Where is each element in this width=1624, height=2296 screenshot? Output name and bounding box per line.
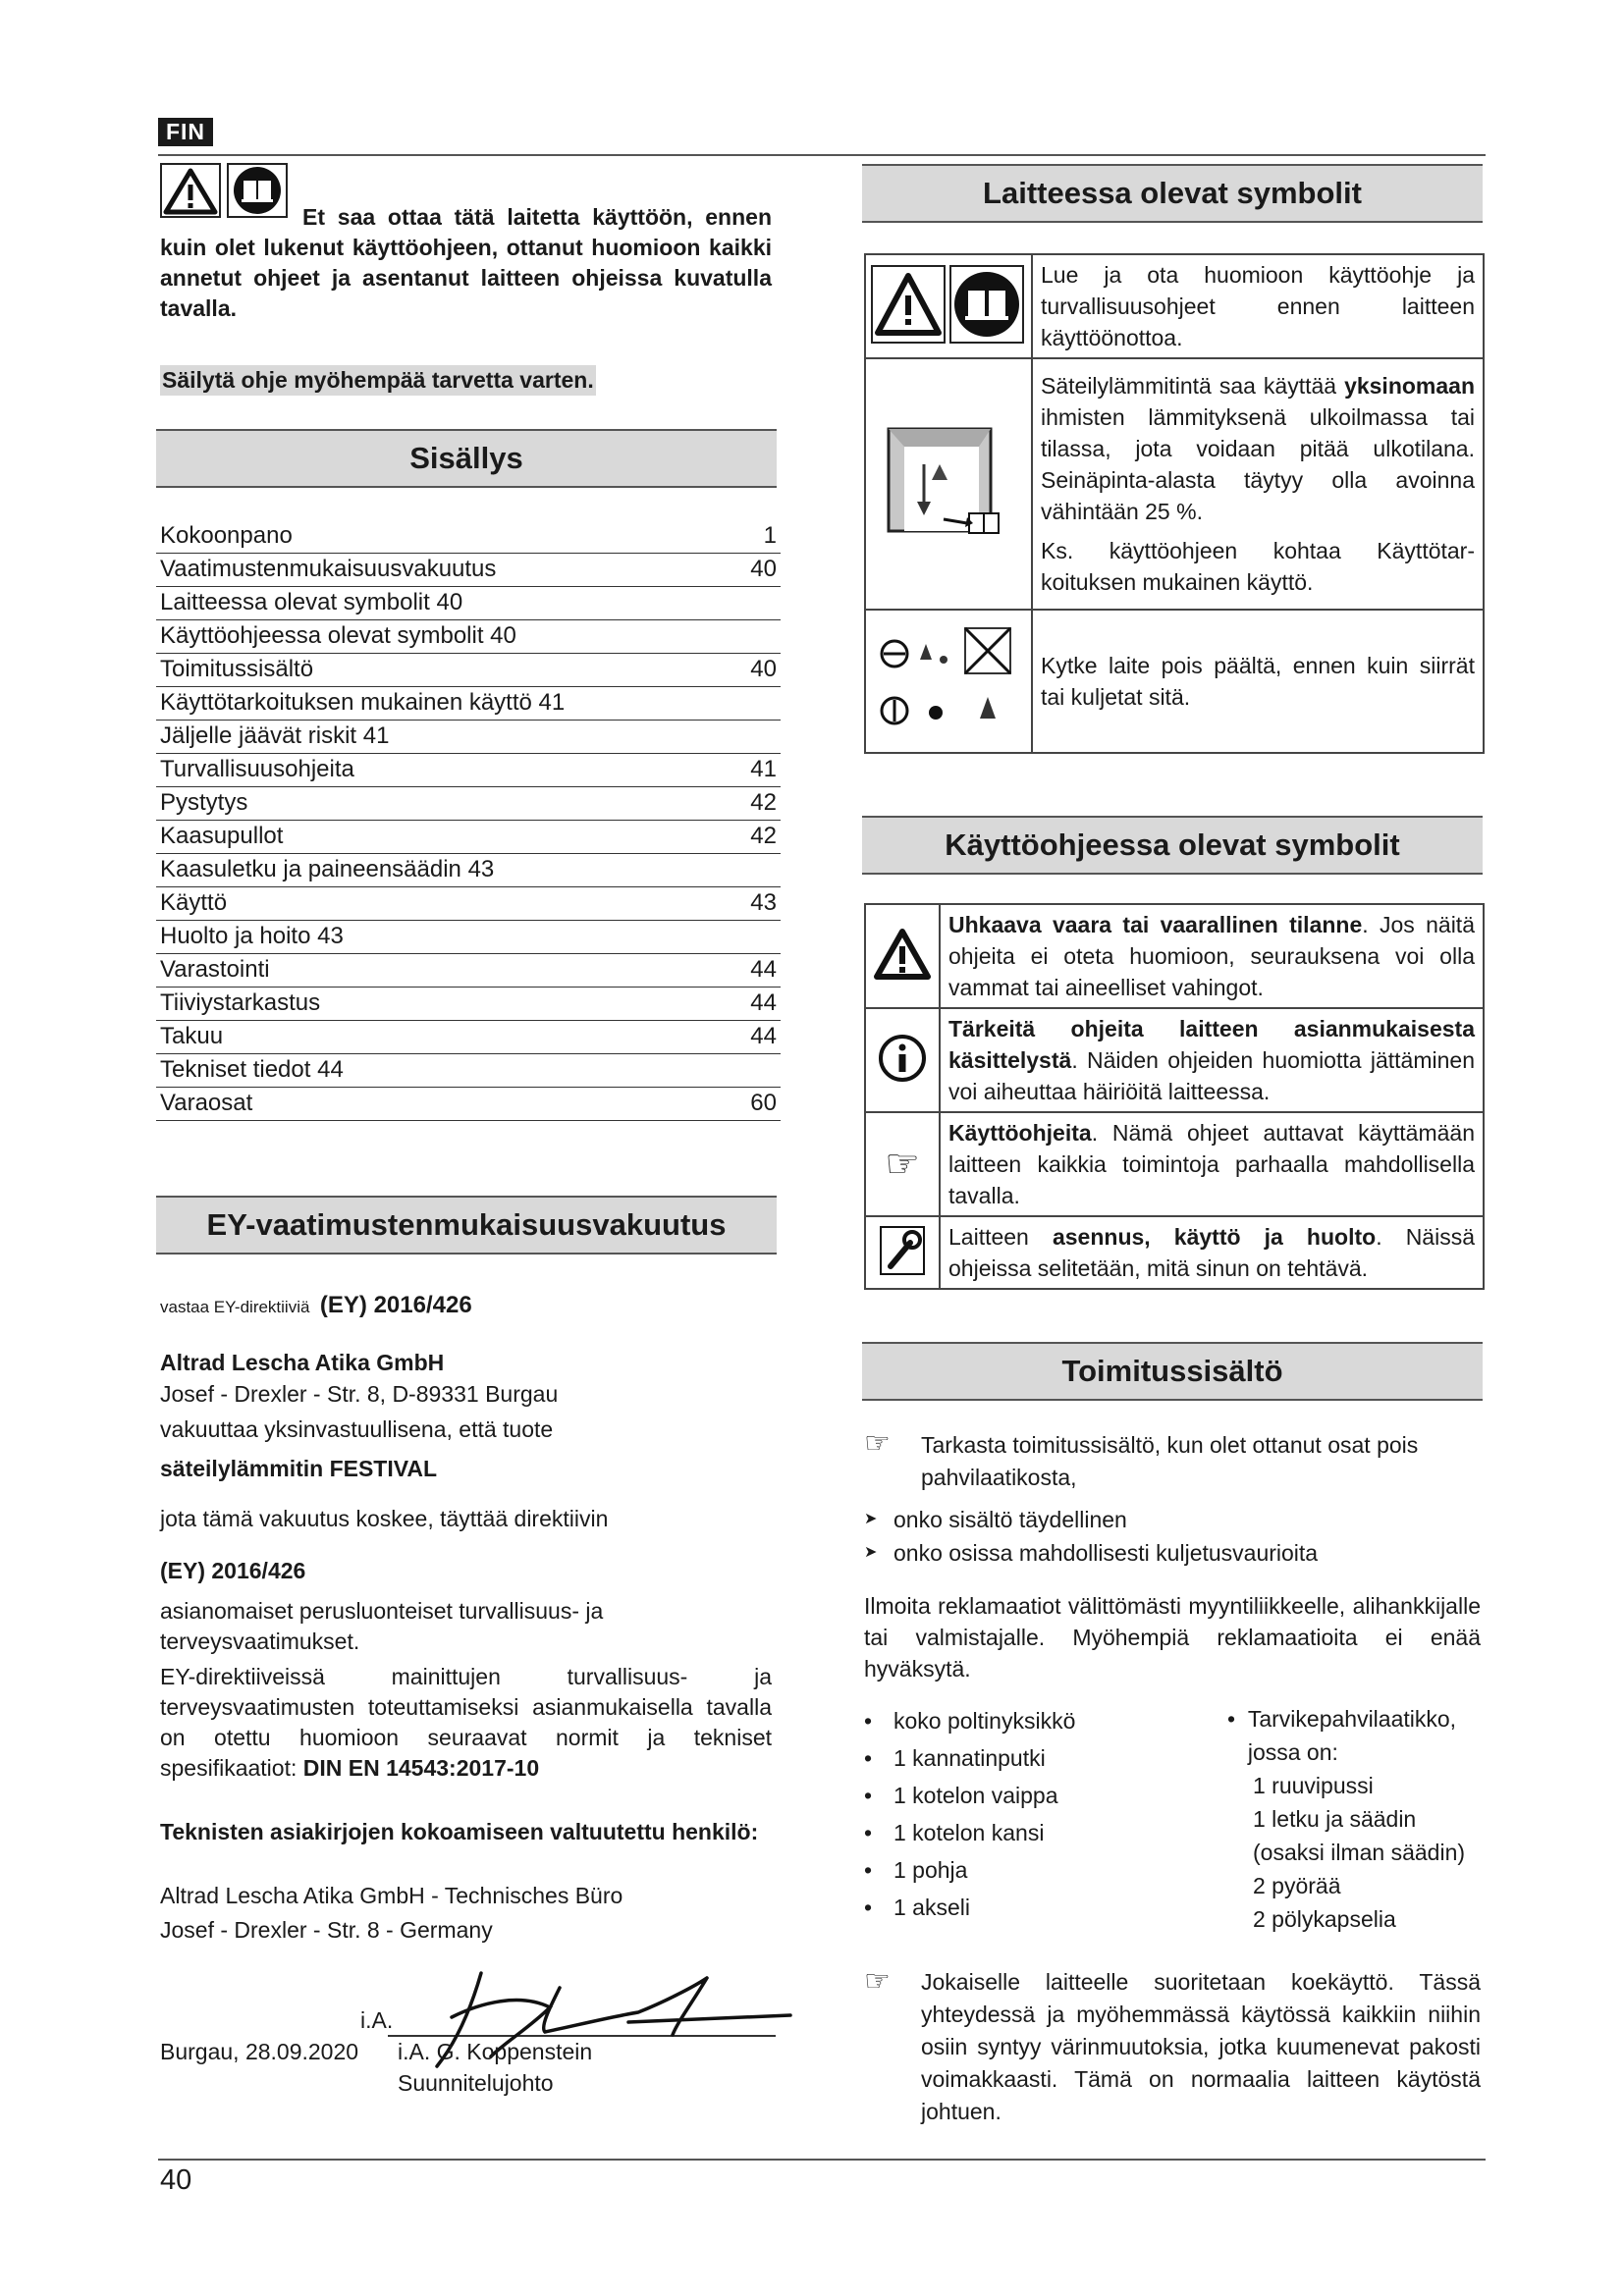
toc-label: Kokoonpano bbox=[160, 522, 293, 549]
toc-row bbox=[156, 554, 781, 587]
bullet: • bbox=[864, 1745, 873, 1771]
delivery-item-label: koko poltinyksikkö bbox=[893, 1708, 1076, 1734]
device-symbols-title: Laitteessa olevat symbolit bbox=[862, 164, 1483, 223]
accessory-item: 2 pölykapselia bbox=[1253, 1906, 1396, 1932]
r2-text: . Näiden ohjeiden huomiotta jättäminen voi aiheuttaa häiriöitä laitteessa. bbox=[948, 1047, 1475, 1104]
directive-prefix: vastaa EY-direktiiviä bbox=[160, 1298, 310, 1316]
r4-bold: asennus, käyttö ja huolto bbox=[1052, 1224, 1377, 1250]
header-rule bbox=[158, 154, 1486, 156]
delivery-check-item bbox=[864, 1503, 1318, 1536]
test-run-note: Jokaiselle laitteelle suoritetaan koekäyttö. Tässä yhteydessä ja myöhemmässä käytössä kaikkiin niihin osiin syntyy värinmuutoksia, jotka kuumenevat pakosti voimakkaasti. Tämä on normaalia laitteen käytöstä johtuen. bbox=[921, 1969, 1481, 2124]
toc-label: Kaasuletku ja paineensäädin 43 bbox=[160, 856, 495, 882]
r3-text: . Nämä ohjeet auttavat käyttämään laitteen kaikkia toimintoja parhaalla mahdollisella tavalla. bbox=[948, 1120, 1475, 1208]
toc-page: 1 bbox=[763, 522, 777, 549]
toc-label: Jäljelle jäävät riskit 41 bbox=[160, 722, 390, 749]
toc-label: Turvallisuusohjeita bbox=[160, 756, 354, 782]
pointing-hand-icon: ☞ bbox=[864, 1965, 891, 1998]
toc-label: Tiiviystarkastus bbox=[160, 989, 321, 1016]
delivery-items-left bbox=[864, 1702, 1075, 1926]
toc-page: 44 bbox=[750, 1023, 777, 1049]
manual-symbols-title: Käyttöohjeessa olevat symbolit bbox=[862, 816, 1483, 875]
pointing-hand-icon: ☞ bbox=[864, 1427, 891, 1460]
toc-label: Varaosat bbox=[160, 1090, 253, 1116]
delivery-item bbox=[864, 1739, 1075, 1777]
keep-note: Säilytä ohje myöhempää tarvetta varten. bbox=[160, 365, 596, 396]
toc-label: Huolto ja hoito 43 bbox=[160, 923, 344, 949]
delivery-item bbox=[864, 1777, 1075, 1814]
delivery-item-label: 1 pohja bbox=[893, 1857, 968, 1883]
delivery-item bbox=[864, 1702, 1075, 1739]
signer-role: Suunnitelujohto bbox=[398, 2070, 554, 2096]
device-symbols-table bbox=[864, 253, 1485, 754]
toc-row bbox=[156, 921, 781, 954]
toc-label: Kaasupullot bbox=[160, 823, 284, 849]
info-icon bbox=[877, 1033, 928, 1084]
toc-page: 44 bbox=[750, 956, 777, 983]
tech-docs-line2: Josef - Drexler - Str. 8 - Germany bbox=[160, 1917, 493, 1943]
toc-row bbox=[156, 887, 781, 921]
applies-text: jota tämä vakuutus koskee, täyttää direktiivin bbox=[160, 1506, 609, 1531]
standards-text bbox=[160, 1662, 772, 1784]
accessory-item: 1 ruuvipussi bbox=[1253, 1773, 1374, 1798]
delivery-item bbox=[864, 1814, 1075, 1851]
delivery-title: Toimitussisältö bbox=[862, 1342, 1483, 1401]
toc-label: Toimitussisältö bbox=[160, 656, 314, 682]
directive-code-2: (EY) 2016/426 bbox=[160, 1558, 306, 1583]
toc-row bbox=[156, 687, 781, 721]
delivery-checks bbox=[864, 1503, 1318, 1570]
manual-symbol-cell-2 bbox=[865, 1008, 940, 1112]
toc-title: Sisällys bbox=[156, 429, 777, 488]
accessory-item: 2 pyörää bbox=[1253, 1873, 1341, 1898]
manual-symbol-cell-1 bbox=[865, 904, 940, 1008]
toc-page: 43 bbox=[750, 889, 777, 916]
warning-and-manual-icon bbox=[870, 264, 1027, 345]
bullet: • bbox=[864, 1783, 873, 1808]
toc-row bbox=[156, 954, 781, 988]
delivery-item bbox=[864, 1889, 1075, 1926]
manual-symbol-text-2 bbox=[940, 1008, 1484, 1112]
accessory-box-list bbox=[1227, 1769, 1492, 1936]
toc-row bbox=[156, 620, 781, 654]
r3-bold: Käyttöohjeita bbox=[948, 1120, 1092, 1146]
manual-symbol-text-4 bbox=[940, 1216, 1484, 1289]
footer-rule bbox=[158, 2159, 1486, 2161]
bullet: • bbox=[864, 1708, 873, 1734]
delivery-item-label: 1 kotelon vaippa bbox=[893, 1783, 1058, 1808]
row2-pre: Säteilylämmitintä saa käyttää bbox=[1041, 373, 1337, 399]
toc-page: 44 bbox=[750, 989, 777, 1016]
bullet: • bbox=[864, 1820, 873, 1845]
pointing-hand-icon: ☞ bbox=[885, 1143, 920, 1186]
company-address: Josef - Drexler - Str. 8, D-89331 Burgau bbox=[160, 1381, 559, 1407]
company-name: Altrad Lescha Atika GmbH bbox=[160, 1350, 445, 1375]
toc-page: 40 bbox=[750, 656, 777, 682]
ec-declaration-title: EY-vaatimustenmukaisuusvakuutus bbox=[156, 1196, 777, 1255]
r2-bold: Tärkeitä ohjeita laitteen asianmukaisesta käsittelystä bbox=[948, 1016, 1475, 1073]
toc-row bbox=[156, 1021, 781, 1054]
toc-page: 42 bbox=[750, 823, 777, 849]
toc-label: Pystytys bbox=[160, 789, 248, 816]
directive-line bbox=[160, 1292, 472, 1319]
delivery-item-label: 1 kannatinputki bbox=[893, 1745, 1046, 1771]
page-number: 40 bbox=[160, 2164, 192, 2196]
r4-pre: Laitteen bbox=[948, 1224, 1053, 1250]
toc-row bbox=[156, 520, 781, 554]
bullet: • bbox=[864, 1857, 873, 1883]
bullet: • bbox=[864, 1895, 873, 1920]
delivery-items-right bbox=[1227, 1702, 1492, 1936]
complaints-text: Ilmoita reklamaatiot välittömästi myyntiliikkeelle, alihankkijalle tai valmistajalle. Myöhempiä reklamaatioita ei enää hyväksytä. bbox=[864, 1593, 1481, 1682]
accessory-box-head: Tarvikepahvilaatikko, jossa on: bbox=[1247, 1706, 1457, 1765]
row2-bold: yksinomaan bbox=[1344, 373, 1476, 399]
device-symbol-cell-3 bbox=[865, 610, 1032, 753]
toc-page: 60 bbox=[750, 1090, 777, 1116]
toc-row bbox=[156, 654, 781, 687]
accessory-box-line bbox=[1227, 1702, 1492, 1769]
standard-code: DIN EN 14543:2017-10 bbox=[302, 1755, 540, 1781]
toc-label: Käyttötarkoituksen mukainen käyttö 41 bbox=[160, 689, 566, 716]
delivery-item bbox=[864, 1851, 1075, 1889]
r1-text: . Jos näitä ohjeita ei oteta huomioon, seurauksena voi olla vammat tai aineelliset vahingot. bbox=[948, 912, 1475, 1000]
switch-off-before-moving-icon bbox=[875, 620, 1022, 738]
manual-symbol-cell-4 bbox=[865, 1216, 940, 1289]
toc-label: Varastointi bbox=[160, 956, 270, 983]
manual-symbols-table bbox=[864, 903, 1485, 1290]
delivery-item-label: 1 kotelon kansi bbox=[893, 1820, 1045, 1845]
toc-row bbox=[156, 787, 781, 821]
toc-row bbox=[156, 1054, 781, 1088]
language-badge: FIN bbox=[158, 118, 213, 146]
danger-warning-icon bbox=[873, 927, 932, 982]
toc-label: Vaatimustenmukaisuusvakuutus bbox=[160, 556, 497, 582]
ia-label: i.A. bbox=[360, 2007, 394, 2033]
r4-text: . Näissä ohjeissa selitetään, mitä sinun on tehtävä. bbox=[948, 1224, 1475, 1281]
device-symbol-text-2b: Ks. käyttöohjeen kohtaa Käyttötar-koituksen mukainen käyttö. bbox=[1041, 538, 1475, 595]
device-symbol-cell-2 bbox=[865, 358, 1032, 610]
delivery-check-text: Tarkasta toimitussisältö, kun olet ottanut osat pois pahvilaatikosta, bbox=[921, 1432, 1419, 1490]
toc-row bbox=[156, 988, 781, 1021]
manual-symbol-text-3 bbox=[940, 1112, 1484, 1216]
delivery-item-label: 1 akseli bbox=[893, 1895, 970, 1920]
arrow-bullet-icon: ➤ bbox=[864, 1511, 878, 1527]
product-name: säteilylämmitin FESTIVAL bbox=[160, 1456, 438, 1481]
r1-bold: Uhkaava vaara tai vaarallinen tilanne bbox=[948, 912, 1363, 937]
toc-label: Käyttöohjeessa olevat symbolit 40 bbox=[160, 622, 516, 649]
toc-label: Laitteessa olevat symbolit 40 bbox=[160, 589, 463, 615]
bullet: • bbox=[1227, 1706, 1236, 1732]
manual-symbol-text-1 bbox=[940, 904, 1484, 1008]
outdoor-use-icon bbox=[885, 425, 1012, 538]
delivery-check-label: onko osissa mahdollisesti kuljetusvaurioita bbox=[893, 1540, 1319, 1566]
device-symbol-text-2 bbox=[1032, 358, 1484, 610]
toc-label: Käyttö bbox=[160, 889, 228, 916]
standards-body: EY-direktiiveissä mainittujen turvallisuus- ja terveysvaatimusten toteuttamiseksi asianmukaisella tavalla on otettu huomioon seuraavat normit ja tekniset spesifikaatiot: bbox=[160, 1664, 772, 1781]
device-symbol-text-3: Kytke laite pois päältä, ennen kuin siirrät tai kuljetat sitä. bbox=[1032, 610, 1484, 753]
toc-page: 42 bbox=[750, 789, 777, 816]
place-date: Burgau, 28.09.2020 bbox=[160, 2039, 359, 2064]
toc-label: Tekniset tiedot 44 bbox=[160, 1056, 344, 1083]
accessory-item: 1 letku ja säädin (osaksi ilman säädin) bbox=[1253, 1806, 1466, 1865]
signer-name: i.A. G. Koppenstein bbox=[398, 2039, 593, 2064]
toc-row bbox=[156, 854, 781, 887]
device-symbol-cell-1 bbox=[865, 254, 1032, 358]
tech-docs-line1: Altrad Lescha Atika GmbH - Technisches Büro bbox=[160, 1883, 623, 1908]
toc-row bbox=[156, 754, 781, 787]
directive-code: (EY) 2016/426 bbox=[319, 1292, 472, 1318]
delivery-check-item bbox=[864, 1536, 1318, 1570]
toc-row bbox=[156, 587, 781, 620]
toc-page: 40 bbox=[750, 556, 777, 582]
row2-post: ihmisten lämmityksenä ulkoilmassa tai tilassa, jota voidaan pitää ulkotilana. Seinäpinta-alasta täytyy olla avoinna vähintään 25 %. bbox=[1041, 404, 1475, 524]
tech-docs-title: Teknisten asiakirjojen kokoamiseen valtuutettu henkilö: bbox=[160, 1819, 759, 1844]
manual-symbol-cell-3 bbox=[865, 1112, 940, 1216]
toc-page: 41 bbox=[750, 756, 777, 782]
declares-text: vakuuttaa yksinvastuullisena, että tuote bbox=[160, 1416, 554, 1442]
wrench-icon bbox=[879, 1225, 926, 1276]
toc-row bbox=[156, 821, 781, 854]
delivery-check-label: onko sisältö täydellinen bbox=[893, 1507, 1127, 1532]
toc-label: Takuu bbox=[160, 1023, 224, 1049]
table-of-contents bbox=[156, 520, 781, 1121]
arrow-bullet-icon: ➤ bbox=[864, 1544, 878, 1561]
device-symbol-text-2a bbox=[1041, 370, 1475, 527]
toc-row bbox=[156, 721, 781, 754]
intro-text: Et saa ottaa tätä laitetta käyttöön, ennen kuin olet lukenut käyttöohjeen, ottanut huomioon kaikki annetut ohjeet ja asentanut laitteen ohjeissa kuvatulla tavalla. bbox=[160, 204, 772, 321]
device-symbol-text-1: Lue ja ota huomioon käyttöohje ja turvallisuusohjeet ennen laitteen käyttöönottoa. bbox=[1032, 254, 1484, 358]
toc-row bbox=[156, 1088, 781, 1121]
requirements-text: asianomaiset perusluonteiset turvallisuus- ja terveysvaatimukset. bbox=[160, 1598, 604, 1654]
